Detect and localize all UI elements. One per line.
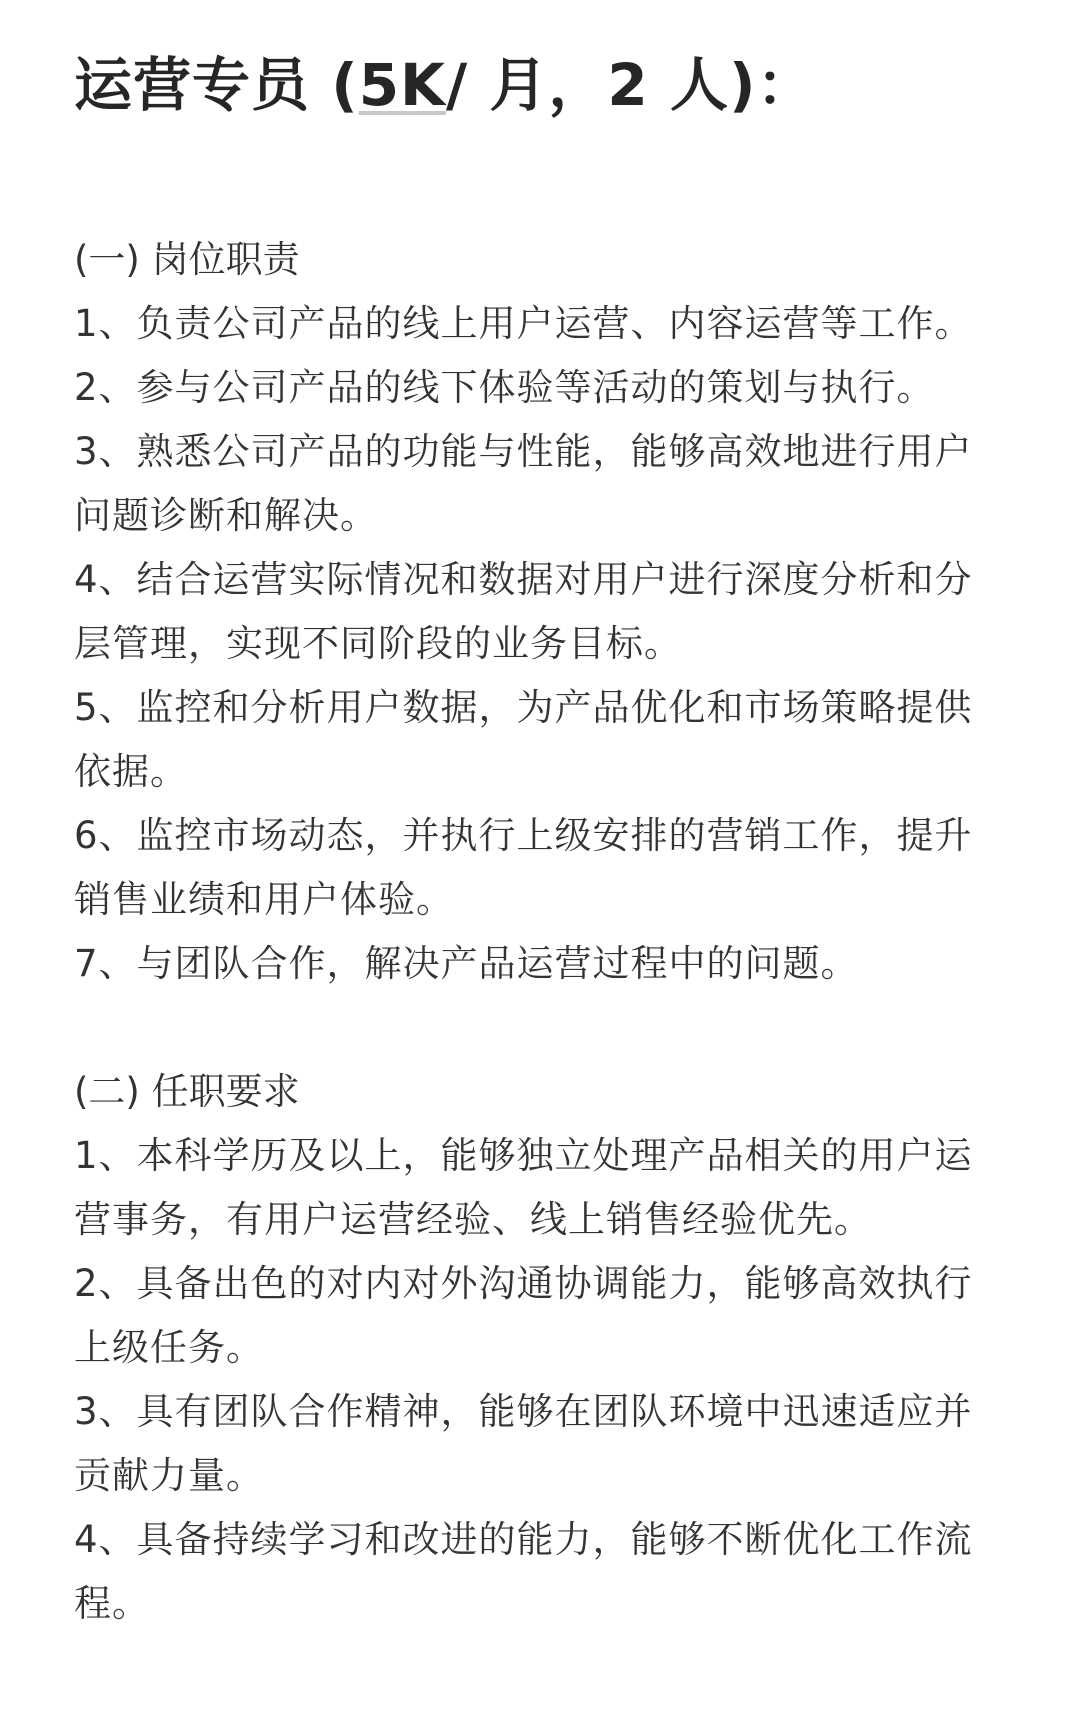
list-item: 5、监控和分析用户数据，为产品优化和市场策略提供依据。 [74, 686, 973, 793]
responsibilities-section [74, 228, 1000, 996]
list-item: 1、负责公司产品的线上用户运营、内容运营等工作。 [74, 302, 973, 345]
list-item: 7、与团队合作，解决产品运营过程中的问题。 [74, 942, 859, 985]
title-suffix: / 月，2 人)： [446, 51, 816, 119]
list-item: 3、熟悉公司产品的功能与性能，能够高效地进行用户问题诊断和解决。 [74, 430, 973, 537]
list-item: 6、监控市场动态，并执行上级安排的营销工作，提升销售业绩和用户体验。 [74, 814, 973, 921]
page-title [74, 40, 1000, 130]
salary-highlight: 5K [358, 51, 447, 119]
list-item: 2、具备出色的对内对外沟通协调能力，能够高效执行上级任务。 [74, 1262, 973, 1369]
requirements-section [74, 1060, 1000, 1636]
list-item: 4、具备持续学习和改进的能力，能够不断优化工作流程。 [74, 1518, 973, 1625]
list-item: 1、本科学历及以上，能够独立处理产品相关的用户运营事务，有用户运营经验、线上销售经验优先。 [74, 1134, 973, 1241]
section-heading-requirements: (二) 任职要求 [74, 1070, 300, 1113]
list-item: 3、具有团队合作精神，能够在团队环境中迅速适应并贡献力量。 [74, 1390, 973, 1497]
list-item: 2、参与公司产品的线下体验等活动的策划与执行。 [74, 366, 935, 409]
list-item: 4、结合运营实际情况和数据对用户进行深度分析和分层管理，实现不同阶段的业务目标。 [74, 558, 973, 665]
title-prefix: 运营专员 ( [74, 51, 359, 119]
section-heading-responsibilities: (一) 岗位职责 [74, 238, 300, 281]
